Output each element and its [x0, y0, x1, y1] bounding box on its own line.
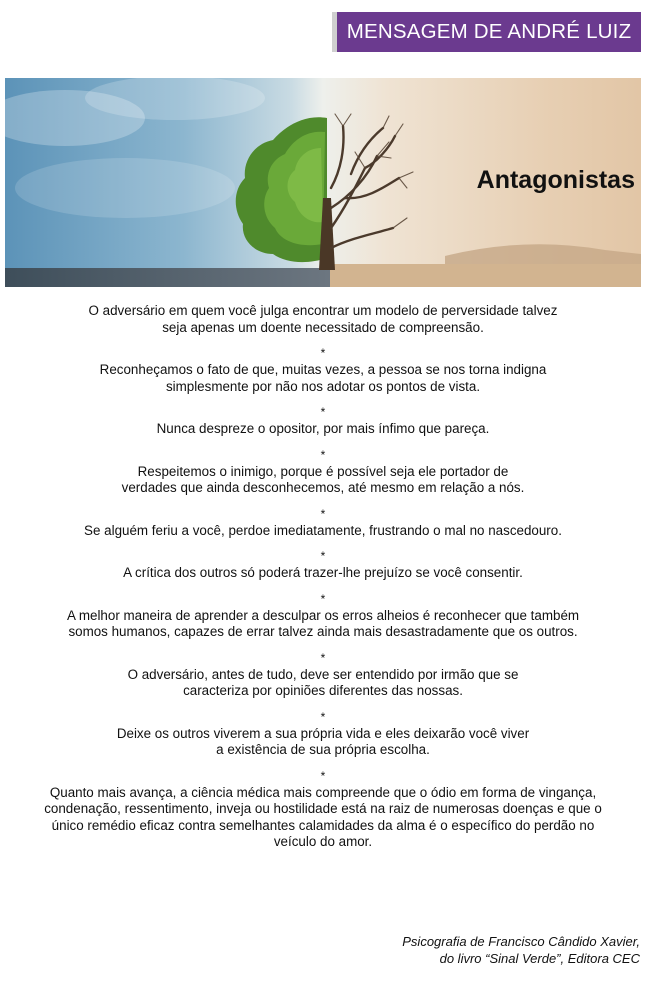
paragraph-line: verdades que ainda desconhecemos, até mesmo em relação a nós.: [121, 480, 525, 495]
separator-asterisk: *: [320, 549, 326, 563]
separator-asterisk: *: [320, 405, 326, 419]
paragraph-line: Reconheçamos o fato de que, muitas vezes, a pessoa se nos torna indigna: [99, 362, 547, 377]
paragraph-line: seja apenas um doente necessitado de compreensão.: [162, 319, 484, 335]
paragraph-7: [8, 608, 638, 641]
message-body: [8, 303, 638, 851]
paragraph-3: [8, 421, 638, 438]
header-badge: [332, 12, 641, 52]
paragraph-line: O adversário, antes de tudo, deve ser entendido por irmão que se: [127, 666, 519, 682]
paragraph-8: [8, 667, 638, 700]
paragraph-line: Quanto mais avança, a ciência médica mais compreende que o ódio em forma de vingança,: [49, 784, 597, 800]
paragraph-line: Respeitemos o inimigo, porque é possível seja ele portador de: [137, 463, 509, 479]
separator-asterisk: *: [320, 346, 326, 360]
paragraph-line: A crítica dos outros só poderá trazer-lhe prejuízo se você consentir.: [123, 565, 523, 580]
separator-asterisk: *: [320, 768, 326, 783]
separator-asterisk: *: [320, 591, 326, 606]
paragraph-line: caracteriza por opiniões diferentes das nossas.: [183, 683, 463, 698]
paragraph-9: [8, 726, 638, 759]
separator-asterisk: *: [320, 506, 326, 521]
paragraph-6: [8, 565, 638, 582]
paragraph-4: [8, 464, 638, 497]
paragraph-line: simplesmente por não nos adotar os pontos de vista.: [165, 378, 481, 394]
paragraph-line: Se alguém feriu a você, perdoe imediatamente, frustrando o mal no nascedouro.: [84, 522, 562, 538]
credit-line-1: Psicografia de Francisco Cândido Xavier,: [402, 934, 640, 949]
paragraph-line: A melhor maneira de aprender a desculpar os erros alheios é reconhecer que também: [66, 607, 580, 623]
paragraph-10: [8, 785, 638, 851]
paragraph-line: Nunca despreze o opositor, por mais ínfimo que pareça.: [156, 421, 490, 436]
paragraph-line: veículo do amor.: [273, 834, 373, 849]
paragraph-line: somos humanos, capazes de errar talvez ainda mais desastradamente que os outros.: [68, 624, 578, 639]
hero-image: [5, 78, 641, 287]
header-badge-text: MENSAGEM DE ANDRÉ LUIZ: [346, 20, 632, 43]
paragraph-1: [8, 303, 638, 336]
hero-title: Antagonistas: [476, 166, 635, 194]
paragraph-line: a existência de sua própria escolha.: [216, 742, 430, 757]
credit: [402, 933, 640, 967]
separator-asterisk: *: [320, 650, 326, 665]
separator-asterisk: *: [320, 447, 326, 462]
paragraph-5: [8, 523, 638, 540]
paragraph-line: condenação, ressentimento, inveja ou hostilidade está na raiz de numerosas doenças e que o: [44, 801, 602, 816]
paragraph-line: O adversário em quem você julga encontrar um modelo de perversidade talvez: [88, 303, 558, 318]
paragraph-2: [8, 362, 638, 395]
paragraph-line: Deixe os outros viverem a sua própria vida e eles deixarão você viver: [116, 725, 530, 741]
separator-asterisk: *: [320, 709, 326, 724]
credit-line-2: do livro “Sinal Verde”, Editora CEC: [439, 951, 640, 966]
paragraph-line: único remédio eficaz contra semelhantes calamidades da alma é o específico do perdão no: [51, 817, 595, 833]
